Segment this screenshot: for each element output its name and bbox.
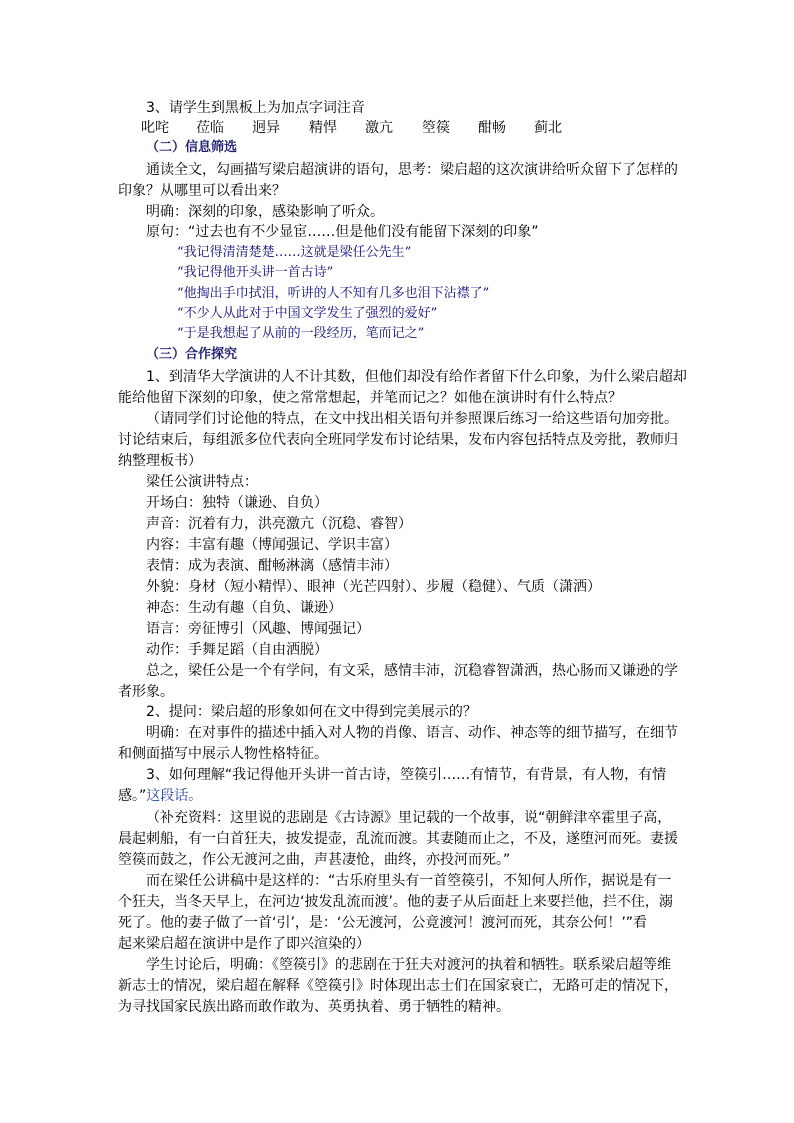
question-line: 2、提问：梁启超的形象如何在文中得到完美展示的？ (146, 704, 477, 720)
paragraph-line: 晨起刺船，有一白首狂夫，披发提壶，乱流而渡。其妻随而止之，不及，遂堕河而死。妻援 (118, 831, 678, 847)
paragraph-line: 和侧面描写中展示人物性格特征。 (118, 746, 328, 762)
quote-end: 感。” (118, 788, 147, 804)
vocab-word: 激亢 (365, 120, 393, 136)
trait-line: 声音：沉着有力，洪亮激亢（沉稳、睿智） (146, 516, 412, 532)
paragraph-line (118, 786, 202, 806)
paragraph-line: 死了。他的妻子做了一首‘引’，是：‘公无渡河，公竟渡河！渡河而死，其奈公何！’”看 (118, 915, 648, 931)
paragraph-line: 起来梁启超在演讲中是作了即兴渲染的） (118, 936, 370, 952)
paragraph-line: 学生讨论后，明确：《箜篌引》的悲剧在于狂夫对渡河的执着和牺牲。联系梁启超等维 (146, 957, 671, 973)
vocab-word: 精悍 (309, 120, 337, 136)
question-line: 3、如何理解“我记得他开头讲一首古诗，箜篌引……有情节，有背景，有人物，有情 (146, 767, 667, 783)
quote-line: “他掏出手巾拭泪，听讲的人不知有几多也泪下沾襟了” (177, 286, 490, 301)
paragraph-line: 者形象。 (118, 684, 174, 700)
trait-line: 外貌：身材（短小精悍）、眼神（光芒四射）、步履（稳健）、气质（潇洒） (146, 579, 601, 595)
paragraph-line: 个狂夫，当冬天早上，在河边‘披发乱流而渡’。他的妻子从后面赶上来要拦他，拦不住，溺 (118, 894, 673, 910)
quote-line: “我记得他开头讲一首古诗” (177, 265, 334, 280)
vocab-word: 箜篌 (422, 120, 450, 136)
vocab-word: 迥异 (252, 120, 280, 136)
paragraph-line: 讨论结束后，每组派多位代表向全班同学发布讨论结果，发布内容包括特点及旁批，教师归 (118, 432, 678, 448)
paragraph-line: （补充资料：这里说的悲剧是《古诗源》里记载的一个故事，说“朝鲜津卒霍里子高， (146, 810, 672, 826)
paragraph-line: 新志士的情况，梁启超在解释《箜篌引》时体现出志士们在国家衰亡，无路可走的情况下， (118, 978, 678, 994)
paragraph-line: 通读全文，勾画描写梁启超演讲的语句，思考：梁启超的这次演讲给听众留下了怎样的 (146, 162, 678, 178)
section-heading: （三）合作探究 (146, 347, 238, 362)
instruction-line: 3、请学生到黑板上为加点字词注音 (146, 100, 365, 116)
trait-line: 神态：生动有趣（自负、谦逊） (146, 600, 342, 616)
paragraph-line: 1、到清华大学演讲的人不计其数，但他们却没有给作者留下什么印象，为什么梁启超却 (146, 369, 687, 385)
vocab-word: 蓟北 (534, 120, 562, 136)
paragraph-line: （请同学们讨论他的特点，在文中找出相关语句并参照课后练习一给这些语句加旁批。 (146, 411, 678, 427)
paragraph-line: 明确：深刻的印象，感染影响了听众。 (146, 204, 384, 220)
vocab-word: 莅临 (196, 120, 224, 136)
quote-line: “我记得清清楚楚……这就是梁任公先生” (177, 245, 412, 260)
vocab-word: 酣畅 (478, 120, 506, 136)
paragraph-line: 而在梁任公讲稿中是这样的：“古乐府里头有一首箜篌引，不知何人所作，据说是有一 (146, 873, 672, 889)
trait-line: 开场白：独特（谦逊、自负） (146, 495, 328, 511)
paragraph-line: 印象？从哪里可以看出来？ (118, 183, 286, 199)
trait-line: 动作：手舞足蹈（自由洒脱） (146, 642, 328, 658)
quote-line: “不少人从此对于中国文学发生了强烈的爱好” (177, 306, 438, 321)
quote-line: “于是我想起了从前的一段经历，笔而记之” (177, 326, 425, 341)
paragraph-line: 明确：在对事件的描述中插入对人物的肖像、语言、动作、神态等的细节描写，在细节 (146, 725, 678, 741)
paragraph-line: 能给他留下深刻的印象，使之常常想起，并笔而记之？如他在演讲时有什么特点？ (118, 390, 622, 406)
section-heading: （二）信息筛选 (146, 140, 238, 155)
paragraph-line: 箜篌而鼓之，作公无渡河之曲，声甚凄怆，曲终，亦投河而死。” (118, 852, 511, 868)
paragraph-line: 原句：“过去也有不少显宦……但是他们没有能留下深刻的印象” (146, 224, 539, 240)
highlight-text: 这段话。 (146, 788, 203, 804)
paragraph-line: 为寻找国家民族出路而敢作敢为、英勇执着、勇于牺牲的精神。 (118, 999, 510, 1015)
paragraph-line: 总之，梁任公是一个有学问，有文采，感情丰沛，沉稳睿智潇洒，热心肠而又谦逊的学 (146, 663, 678, 679)
trait-line: 表情：成为表演、酣畅淋漓（感情丰沛） (146, 558, 398, 574)
vocab-word: 叱咤 (141, 120, 169, 136)
trait-heading: 梁任公演讲特点： (146, 474, 258, 490)
trait-line: 语言：旁征博引（风趣、博闻强记） (146, 621, 370, 637)
trait-line: 内容：丰富有趣（博闻强记、学识丰富） (146, 537, 398, 553)
paragraph-line: 纳整理板书） (118, 453, 202, 469)
